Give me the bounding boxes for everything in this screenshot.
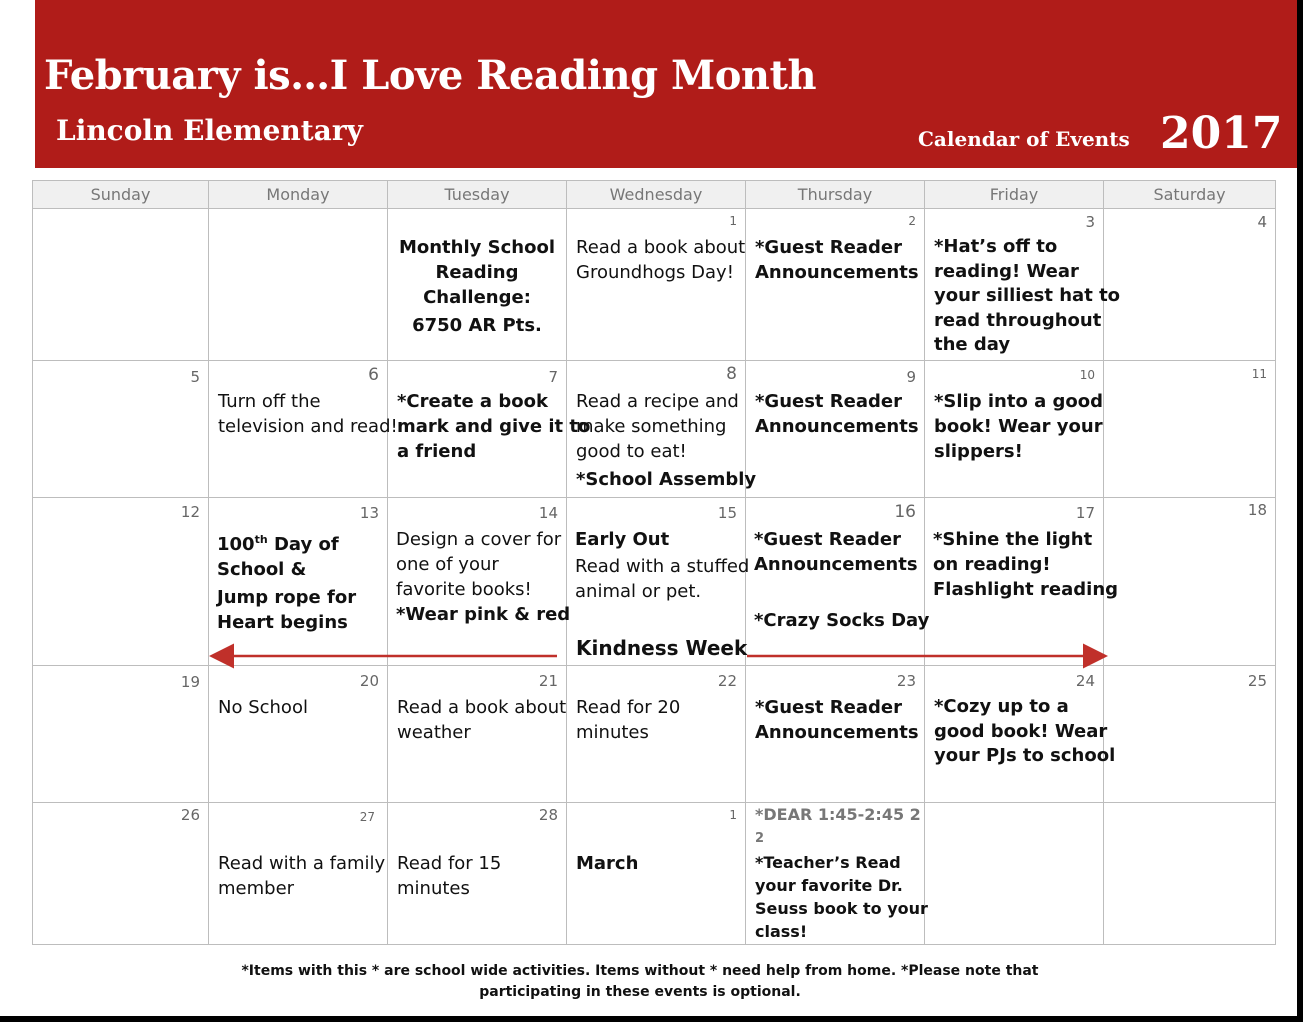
event-text: March	[576, 853, 639, 874]
page-title: February is…I Love Reading Month	[44, 52, 817, 99]
event-text: *Cozy up to a good book! Wear your PJs to school	[934, 696, 1116, 766]
day-number: 8	[726, 364, 737, 384]
event-text: Read for 15 minutes	[397, 853, 502, 899]
event-text: *DEAR 1:45-2:45 2 2 *Teacher’s Read your favorite Dr. Seuss book to your class!	[755, 805, 928, 941]
weekday-sunday: Sunday	[90, 185, 151, 204]
day-number: 17	[1075, 504, 1095, 522]
day-number: 16	[894, 502, 916, 522]
day-number: 15	[717, 504, 737, 522]
event-text: Read for 20 minutes	[576, 697, 681, 743]
calendar-label: Calendar of Events	[918, 127, 1130, 151]
day-number: 21	[538, 672, 558, 690]
day-number: 26	[180, 806, 200, 824]
day-number: 6	[368, 365, 379, 385]
kindness-week-label: Kindness Week	[576, 636, 748, 660]
weekday-monday: Monday	[266, 185, 330, 204]
day-number: 9	[906, 368, 916, 386]
event-text: Design a cover for one of your favorite books! *Wear pink & red	[396, 529, 571, 625]
event-text: *Hat’s off to reading! Wear your silliest hat to read throughout the day	[934, 236, 1121, 355]
event-text: 100th Day of School & Jump rope for Heart begins	[217, 533, 357, 633]
event-text: *Guest Reader Announcements	[755, 697, 919, 743]
event-text: Turn off the television and read!	[218, 391, 398, 437]
day-number: 2	[908, 214, 916, 228]
event-text: *Guest Reader Announcements	[755, 237, 919, 283]
day-number: 18	[1247, 501, 1267, 519]
weekday-wednesday: Wednesday	[609, 185, 703, 204]
day-number: 20	[359, 672, 379, 690]
weekday-friday: Friday	[989, 185, 1039, 204]
event-text: No School	[218, 697, 308, 718]
day-number: 5	[190, 368, 200, 386]
school-name: Lincoln Elementary	[56, 114, 363, 147]
day-number: 12	[180, 503, 200, 521]
event-text: *Shine the light on reading! Flashlight reading	[933, 529, 1119, 600]
event-text: Read a book about weather	[397, 697, 567, 743]
weekday-thursday: Thursday	[797, 185, 873, 204]
day-number: 28	[538, 806, 558, 824]
footer-note-line-1: *Items with this * are school wide activities. Items without * need help from home. *Please note that	[241, 963, 1039, 979]
event-text: *Slip into a good book! Wear your slippers!	[934, 391, 1104, 462]
day-number: 11	[1251, 367, 1267, 381]
day-number: 25	[1247, 672, 1267, 690]
event-text: *Create a book mark and give it to a friend	[397, 391, 591, 462]
weekday-saturday: Saturday	[1153, 185, 1226, 204]
event-text: Read with a family member	[218, 853, 386, 899]
event-text: Early Out Read with a stuffed animal or pet.	[575, 529, 750, 602]
monthly-challenge: Monthly School Reading Challenge: 6750 AR Pts.	[398, 237, 556, 336]
day-number: 3	[1085, 213, 1095, 231]
weekday-tuesday: Tuesday	[444, 185, 510, 204]
day-number: 1	[729, 808, 737, 822]
day-number: 23	[896, 672, 916, 690]
day-number: 4	[1257, 213, 1267, 231]
event-text: Read a recipe and make something good to eat! *School Assembly	[576, 391, 757, 490]
event-text: *Guest Reader Announcements *Crazy Socks Day	[754, 529, 930, 631]
day-number: 10	[1079, 368, 1095, 382]
day-number: 13	[359, 504, 379, 522]
day-number: 1	[729, 214, 737, 228]
day-number: 22	[717, 672, 737, 690]
day-number: 27	[359, 810, 375, 824]
day-number: 24	[1075, 672, 1095, 690]
year-label: 2017	[1160, 108, 1283, 159]
day-number: 7	[548, 368, 558, 386]
event-text: Read a book about Groundhogs Day!	[576, 237, 746, 283]
day-number: 14	[538, 504, 558, 522]
footer-note-line-2: participating in these events is optional.	[479, 984, 801, 1000]
day-number: 19	[180, 673, 200, 691]
event-text: *Guest Reader Announcements	[755, 391, 919, 437]
